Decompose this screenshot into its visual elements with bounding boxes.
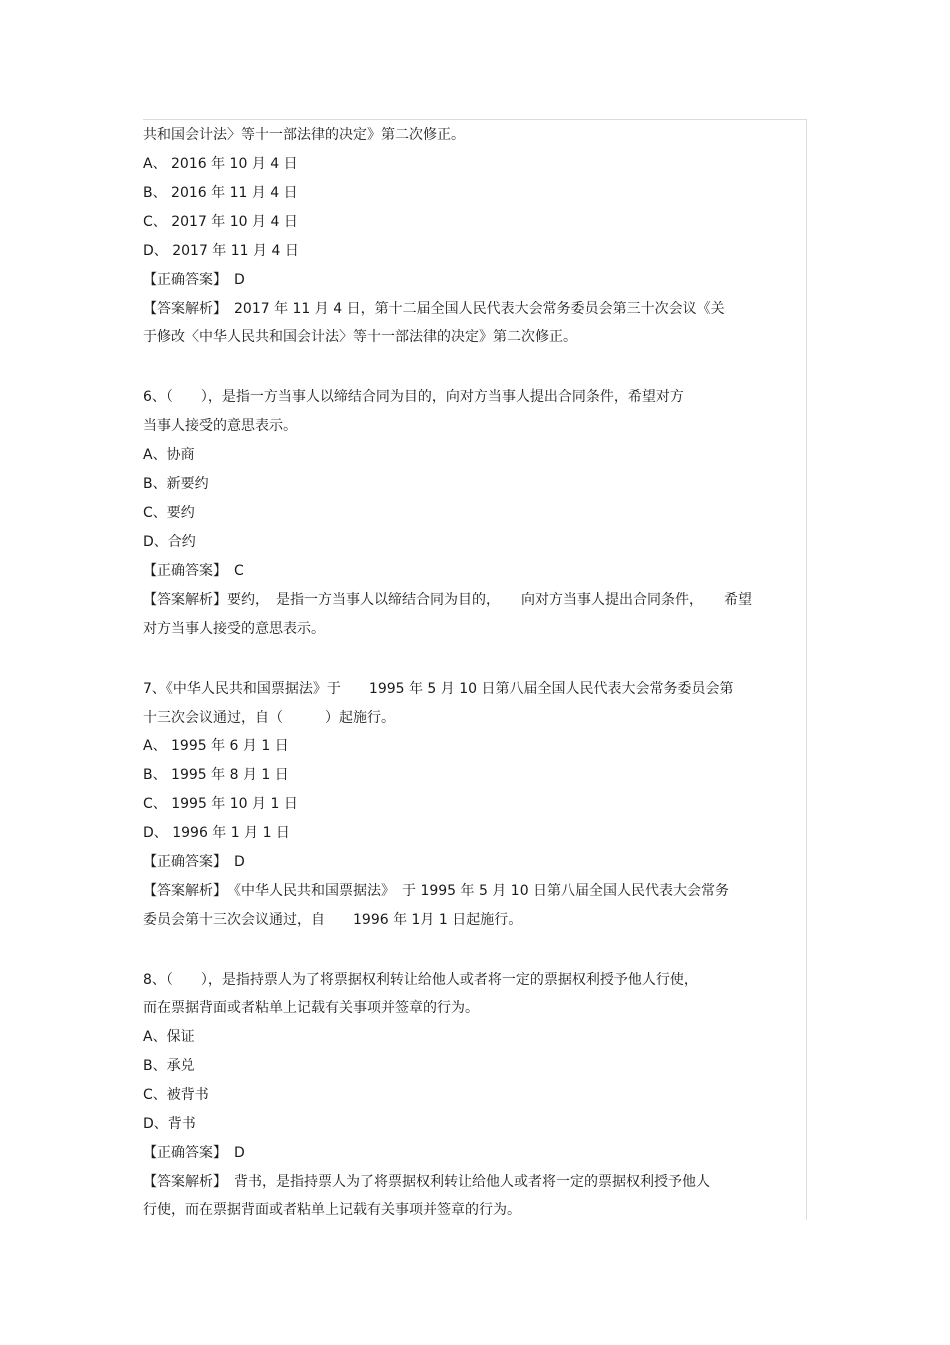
question-5-explanation-line-2: 于修改〈中华人民共和国会计法〉等十一部法律的决定》第二次修正。 <box>143 329 577 345</box>
question-7-option-c: C、 1995 年 10 月 1 日 <box>143 796 298 812</box>
question-7-explanation-line-1: 【答案解析】 《中华人民共和国票据法》 于 1995 年 5 月 10 日第八届全国人民代表大会常务 <box>143 883 730 899</box>
question-6-option-d: D、合约 <box>143 534 196 550</box>
question-8-option-b: B、承兑 <box>143 1058 195 1074</box>
question-6-option-a: A、协商 <box>143 447 195 463</box>
question-6-stem-line-2: 当事人接受的意思表示。 <box>143 418 297 434</box>
question-5-stem-end: 共和国会计法〉等十一部法律的决定》第二次修正。 <box>143 127 465 143</box>
question-7-stem-line-1: 7、《中华人民共和国票据法》于 1995 年 5 月 10 日第八届全国人民代表大会常务委员会第 <box>143 681 734 697</box>
question-5-option-a: A、 2016 年 10 月 4 日 <box>143 156 298 172</box>
question-6-explanation-line-2: 对方当事人接受的意思表示。 <box>143 621 325 637</box>
question-5-option-c: C、 2017 年 10 月 4 日 <box>143 214 298 230</box>
question-5-option-b: B、 2016 年 11 月 4 日 <box>143 185 298 201</box>
page-border-right <box>806 119 807 1220</box>
page-border-top <box>143 119 807 120</box>
question-7-option-d: D、 1996 年 1 月 1 日 <box>143 825 290 841</box>
question-8-explanation-line-1: 【答案解析】 背书，是指持票人为了将票据权利转让给他人或者将一定的票据权利授予他人 <box>143 1174 710 1190</box>
question-5-answer: 【正确答案】 D <box>143 272 245 288</box>
question-7-option-b: B、 1995 年 8 月 1 日 <box>143 767 289 783</box>
question-8-stem-line-1: 8、（ ），是指持票人为了将票据权利转让给他人或者将一定的票据权利授予他人行使， <box>143 972 698 988</box>
question-7-explanation-line-2: 委员会第十三次会议通过，自 1996 年 1月 1 日起施行。 <box>143 912 523 928</box>
question-7-stem-line-2: 十三次会议通过，自（ ）起施行。 <box>143 710 395 726</box>
question-6-stem-line-1: 6、（ ），是指一方当事人以缔结合同为目的，向对方当事人提出合同条件，希望对方 <box>143 389 684 405</box>
question-6-option-b: B、新要约 <box>143 476 209 492</box>
question-5-explanation-line-1: 【答案解析】 2017 年 11 月 4 日，第十二届全国人民代表大会常务委员会第三十次会议《关 <box>143 301 725 317</box>
question-7-option-a: A、 1995 年 6 月 1 日 <box>143 738 289 754</box>
question-6-explanation-line-1: 【答案解析】要约， 是指一方当事人以缔结合同为目的， 向对方当事人提出合同条件， 希望 <box>143 592 752 608</box>
question-7-answer: 【正确答案】 D <box>143 854 245 870</box>
question-8-option-c: C、被背书 <box>143 1087 209 1103</box>
question-6-option-c: C、要约 <box>143 505 195 521</box>
question-8-option-d: D、背书 <box>143 1116 196 1132</box>
question-6-answer: 【正确答案】 C <box>143 563 244 579</box>
question-8-option-a: A、保证 <box>143 1029 195 1045</box>
question-5-option-d: D、 2017 年 11 月 4 日 <box>143 243 299 259</box>
question-8-answer: 【正确答案】 D <box>143 1145 245 1161</box>
question-8-stem-line-2: 而在票据背面或者粘单上记载有关事项并签章的行为。 <box>143 1000 479 1016</box>
question-8-explanation-line-2: 行使，而在票据背面或者粘单上记载有关事项并签章的行为。 <box>143 1202 521 1218</box>
